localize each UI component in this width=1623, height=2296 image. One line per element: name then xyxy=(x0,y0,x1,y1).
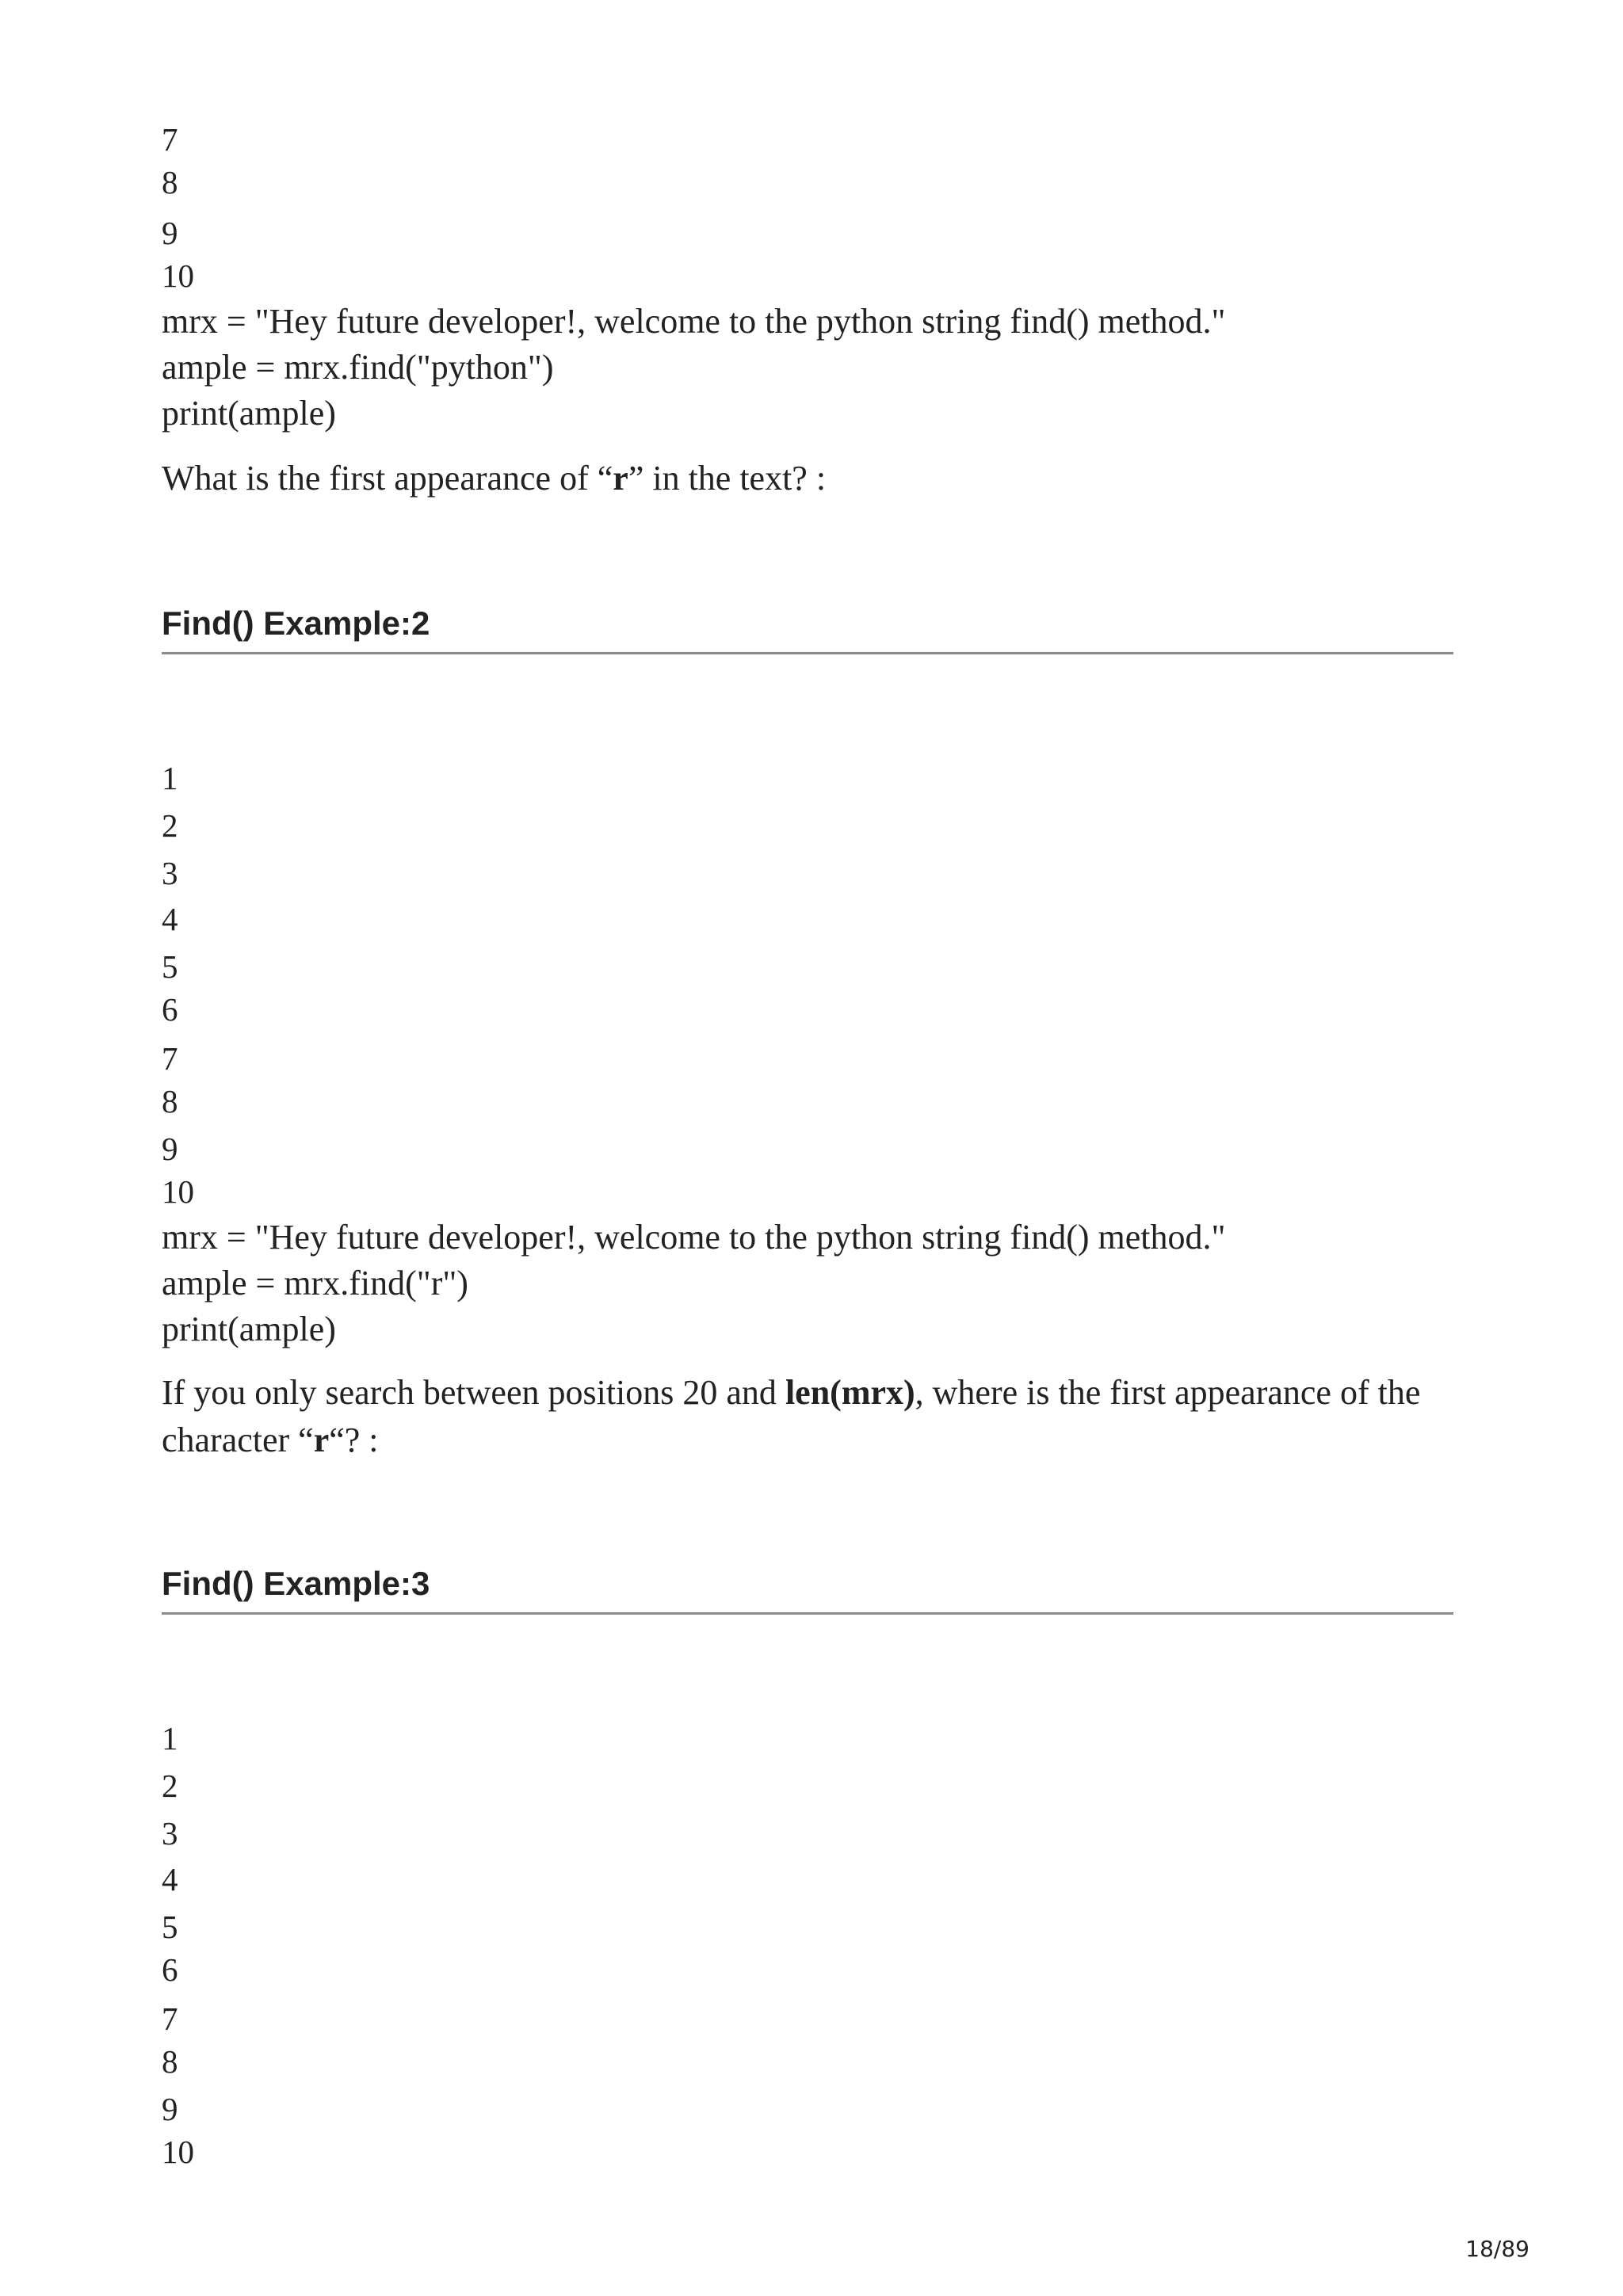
line-number: 8 xyxy=(162,2043,178,2080)
question-text-part: What is the first appearance of “ xyxy=(162,459,613,498)
question-text-part: If you only search between positions 20 and xyxy=(162,1373,785,1412)
line-number: 9 xyxy=(162,215,178,251)
code-line: mrx = "Hey future developer!, welcome to the python string find() method." xyxy=(162,1218,1226,1257)
line-number: 5 xyxy=(162,1909,178,1945)
line-number: 9 xyxy=(162,1131,178,1167)
line-number: 8 xyxy=(162,164,178,200)
page-number: 18/89 xyxy=(1465,2236,1529,2262)
line-number: 4 xyxy=(162,901,178,937)
line-number: 10 xyxy=(162,1173,194,1210)
line-number: 9 xyxy=(162,2091,178,2127)
line-number: 2 xyxy=(162,807,178,844)
line-number: 6 xyxy=(162,1951,178,1988)
line-number: 10 xyxy=(162,2134,194,2170)
line-number: 1 xyxy=(162,760,178,796)
question-text-bold: r xyxy=(613,459,628,498)
code-line: ample = mrx.find("python") xyxy=(162,348,554,387)
question-text-part: ” in the text? : xyxy=(628,459,827,498)
question-text-part: “? : xyxy=(329,1421,379,1459)
line-number: 4 xyxy=(162,1861,178,1897)
line-number: 7 xyxy=(162,121,178,158)
question-text xyxy=(162,1369,1461,1464)
line-number: 7 xyxy=(162,2000,178,2037)
line-number: 1 xyxy=(162,1720,178,1756)
line-number: 3 xyxy=(162,855,178,891)
line-number: 2 xyxy=(162,1768,178,1804)
question-text-part: , where is the first appearance of the character “ xyxy=(162,1373,1421,1459)
section-heading: Find() Example:3 xyxy=(162,1565,430,1602)
line-number: 3 xyxy=(162,1815,178,1852)
line-number: 6 xyxy=(162,991,178,1028)
line-number: 10 xyxy=(162,257,194,294)
line-number: 7 xyxy=(162,1040,178,1077)
heading-divider xyxy=(162,1612,1453,1615)
question-text-bold: r xyxy=(313,1421,330,1459)
line-number: 5 xyxy=(162,948,178,985)
section-heading: Find() Example:2 xyxy=(162,605,430,642)
heading-divider xyxy=(162,652,1453,654)
question-text xyxy=(162,455,1461,502)
code-line: print(ample) xyxy=(162,394,336,433)
line-number: 8 xyxy=(162,1083,178,1119)
question-text-bold: len(mrx) xyxy=(785,1373,915,1412)
code-line: print(ample) xyxy=(162,1310,336,1348)
code-line: mrx = "Hey future developer!, welcome to the python string find() method." xyxy=(162,302,1226,341)
code-line: ample = mrx.find("r") xyxy=(162,1264,468,1302)
